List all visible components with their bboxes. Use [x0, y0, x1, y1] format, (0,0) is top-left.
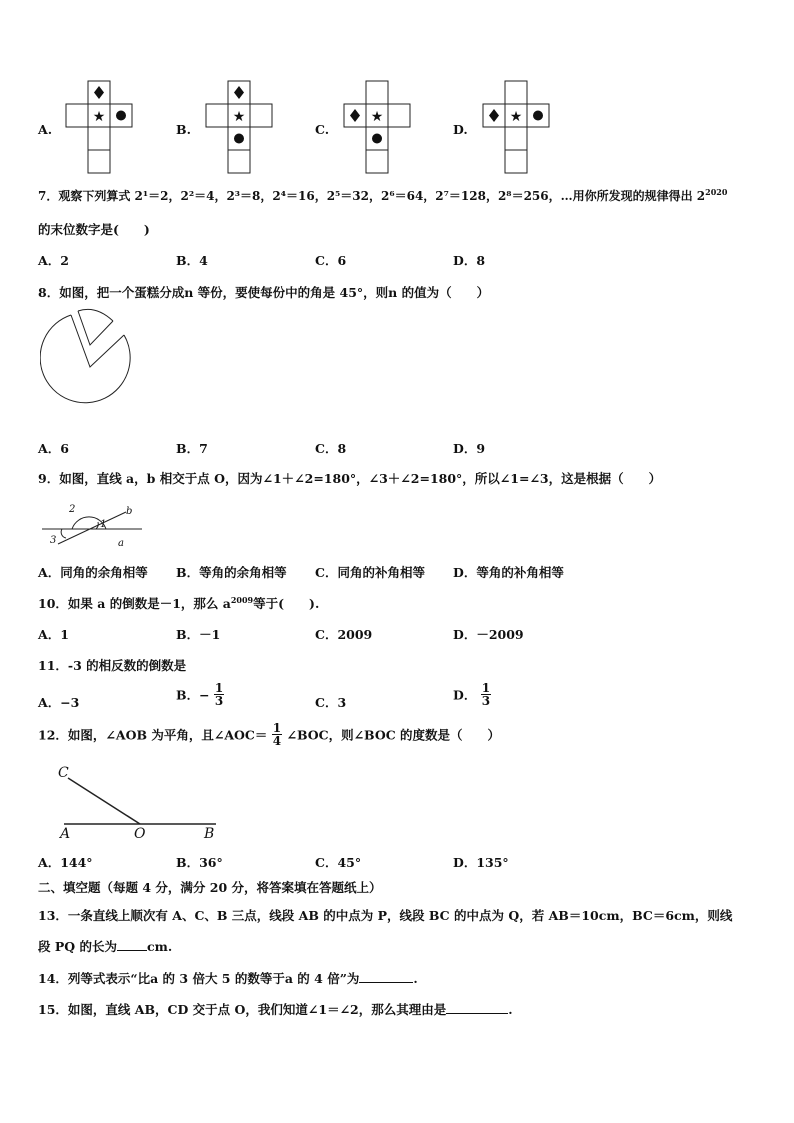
angle-1-label: 1 [100, 519, 107, 530]
q12-option-c: C．45° [315, 855, 362, 870]
q7-stem-line1: 7．观察下列算式 2¹＝2，2²＝4，2³＝8，2⁴＝16，2⁵＝32，2⁶＝64，2⁷＝128，2⁸＝256，…用你所发现的规律得出 $2^{2020}$ [38, 187, 728, 203]
q15-answer-blank[interactable] [446, 1013, 508, 1014]
q13-answer-blank[interactable] [117, 950, 147, 951]
q11-stem: 11．-3 的相反数的倒数是 [38, 658, 187, 673]
q10-stem: 10．如果 a 的倒数是－1，那么 $a^{2009}$等于( ). [38, 594, 320, 611]
q14-answer-blank[interactable] [359, 982, 413, 983]
q10-option-b: B．－1 [176, 627, 221, 642]
q13-stem-line2: 段 PQ 的长为 cm. [38, 939, 173, 954]
cube-net-a [64, 80, 174, 176]
q11-option-d-fraction: $\frac{1}{3}$ [481, 681, 491, 708]
line-a-label: a [118, 538, 124, 549]
q11-option-c: C．3 [315, 695, 347, 710]
q12-option-a: A．144° [38, 855, 93, 870]
q11-option-b: B．− $\frac{1}{3}$ [176, 681, 224, 708]
cube-net-b [204, 80, 314, 176]
q8-option-a: A．6 [38, 441, 69, 456]
q7-option-c: C．6 [315, 253, 347, 268]
q14-stem: 14．列等式表示“比a 的 3 倍大 5 的数等于a 的 4 倍”为 . [38, 971, 418, 986]
point-a-label: A [60, 826, 71, 842]
q8-stem: 8．如图，把一个蛋糕分成n 等份，要使每份中的角是 45°，则n 的值为（ ） [38, 285, 490, 300]
q10-option-c: C．2009 [315, 627, 373, 642]
q8-option-b: B．7 [176, 441, 208, 456]
line-b-label: b [126, 506, 133, 517]
point-o-label: O [134, 826, 146, 842]
q9-option-c: C．同角的补角相等 [315, 565, 425, 580]
q9-stem: 9．如图，直线 a，b 相交于点 O，因为∠1＋∠2=180°，∠3＋∠2=180°，所以∠1=∠3，这是根据（ ） [38, 471, 662, 486]
q8-option-d: D．9 [453, 441, 486, 456]
q7-option-b: B．4 [176, 253, 208, 268]
cake-figure [40, 305, 140, 415]
q11-option-a: A．−3 [38, 695, 80, 710]
svg-text:★: ★ [92, 109, 106, 125]
q9-option-d: D．等角的补角相等 [453, 565, 564, 580]
angle-3-label: 3 [50, 535, 57, 546]
q12-option-b: B．36° [176, 855, 223, 870]
q11-option-b-fraction: $\frac{1}{3}$ [214, 681, 224, 708]
angle-2-label: 2 [69, 504, 76, 515]
point-b-label: B [204, 826, 215, 842]
q10-option-d: D．－2009 [453, 627, 524, 642]
q13-stem-line1: 13．一条直线上顺次有 A、C、B 三点，线段 AB 的中点为 P，线段 BC 的中点为 Q，若 AB＝10cm，BC＝6cm，则线 [38, 908, 733, 923]
point-c-label: C [58, 765, 69, 781]
q6-option-c-label: C. [315, 122, 330, 137]
q6-option-b-label: B. [176, 122, 191, 137]
q6-option-d-label: D. [453, 122, 468, 137]
svg-text:★: ★ [370, 109, 384, 125]
cube-net-c [342, 80, 452, 176]
q12-fraction: $\frac{1}{4}$ [272, 721, 282, 748]
angle-aob-figure [56, 762, 226, 842]
q12-stem: 12．如图，∠AOB 为平角，且∠AOC＝ $\frac{1}{4}$ ∠BOC，则∠BOC 的度数是（ ） [38, 721, 501, 748]
intersecting-lines-figure [38, 500, 148, 552]
q10-option-a: A．1 [38, 627, 69, 642]
q7-option-a: A．2 [38, 253, 69, 268]
q8-option-c: C．8 [315, 441, 347, 456]
q9-option-b: B．等角的余角相等 [176, 565, 287, 580]
q7-stem-line2: 的末位数字是( ) [38, 222, 150, 237]
q9-option-a: A．同角的余角相等 [38, 565, 148, 580]
svg-text:★: ★ [509, 109, 523, 125]
q7-option-d: D．8 [453, 253, 486, 268]
q6-option-a-label: A. [38, 122, 53, 137]
q15-stem: 15．如图，直线 AB，CD 交于点 O，我们知道∠1＝∠2，那么其理由是 . [38, 1002, 513, 1017]
q12-option-d: D．135° [453, 855, 509, 870]
q11-option-d: D． $\frac{1}{3}$ [453, 681, 491, 708]
svg-text:★: ★ [232, 109, 246, 125]
cube-net-d [481, 80, 591, 176]
section-2-heading: 二、填空题（每题 4 分，满分 20 分，将答案填在答题纸上） [38, 880, 382, 895]
